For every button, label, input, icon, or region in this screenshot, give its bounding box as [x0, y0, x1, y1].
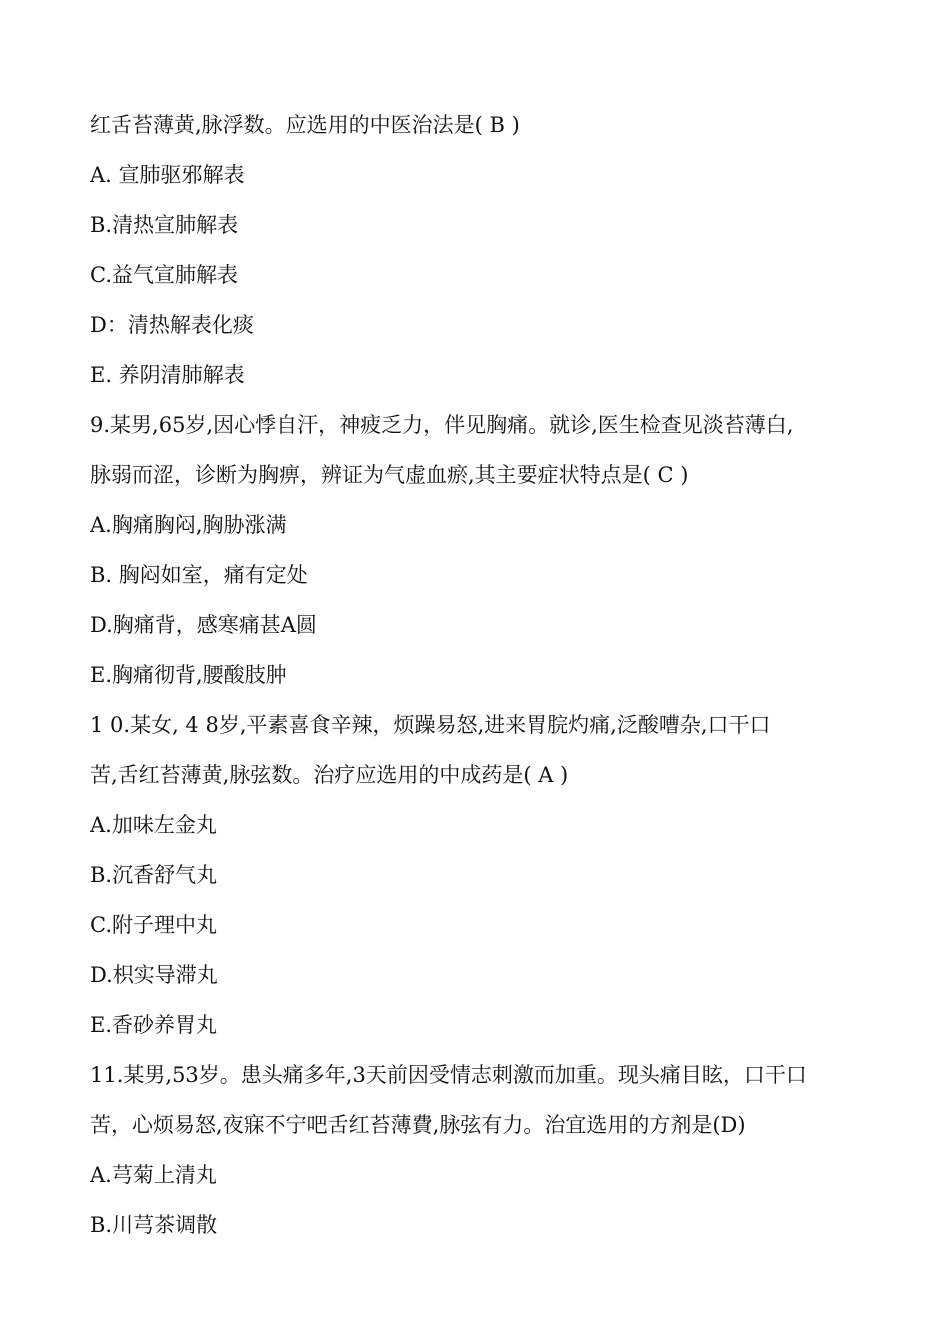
- question-11-stem-line-2: 苦，心烦易怒,夜寐不宁吧舌红苔薄費,脉弦有力。治宜选用的方剂是(D): [90, 1113, 746, 1137]
- question-9-option-d: D.胸痛背，感寒痛甚A圆: [90, 613, 317, 637]
- question-10-option-e: E.香砂养胃丸: [90, 1013, 218, 1037]
- question-8-option-b: B.清热宣肺解表: [90, 213, 239, 237]
- question-8-option-e: E. 养阴清肺解表: [90, 363, 245, 387]
- question-10-option-c: C.附子理中丸: [90, 913, 217, 937]
- question-9-option-a: A.胸痛胸闷,胸胁涨满: [90, 513, 287, 537]
- question-10-stem-line-1: 1 0.某女, 4 8岁,平素喜食辛辣，烦躁易怒,进来胃脘灼痛,泛酸嘈杂,口干口: [90, 713, 771, 737]
- question-8-option-c: C.益气宣肺解表: [90, 263, 238, 287]
- document-body: [90, 100, 870, 1250]
- question-11-stem-line-1: 11.某男,53岁。患头痛多年,3天前因受情志刺激而加重。现头痛目眩，口干口: [90, 1063, 807, 1087]
- question-11-option-b: B.川芎茶调散: [90, 1213, 218, 1237]
- question-10-stem-line-2: 苦,舌红苔薄黄,脉弦数。治疗应选用的中成药是( A ): [90, 763, 569, 787]
- question-8-stem-end: 红舌苔薄黄,脉浮数。应选用的中医治法是( B ): [90, 113, 520, 137]
- question-9-stem-line-2: 脉弱而涩，诊断为胸痹，辨证为气虚血瘀,其主要症状特点是( C ): [90, 463, 689, 487]
- question-10-option-a: A.加味左金丸: [90, 813, 217, 837]
- question-11-option-a: A.芎菊上清丸: [90, 1163, 217, 1187]
- question-10-option-d: D.枳实导滞丸: [90, 963, 218, 987]
- question-9-option-b: B. 胸闷如室，痛有定处: [90, 563, 308, 587]
- question-9-stem-line-1: 9.某男,65岁,因心悸自汗，神疲乏力，伴见胸痛。就诊,医生检查见淡苔薄白,: [90, 413, 794, 437]
- question-9-option-e: E.胸痛彻背,腰酸肢肿: [90, 663, 287, 687]
- question-8-option-a: A. 宣肺驱邪解表: [90, 163, 245, 187]
- question-10-option-b: B.沉香舒气丸: [90, 863, 218, 887]
- question-8-option-d: D：清热解表化痰: [90, 313, 254, 337]
